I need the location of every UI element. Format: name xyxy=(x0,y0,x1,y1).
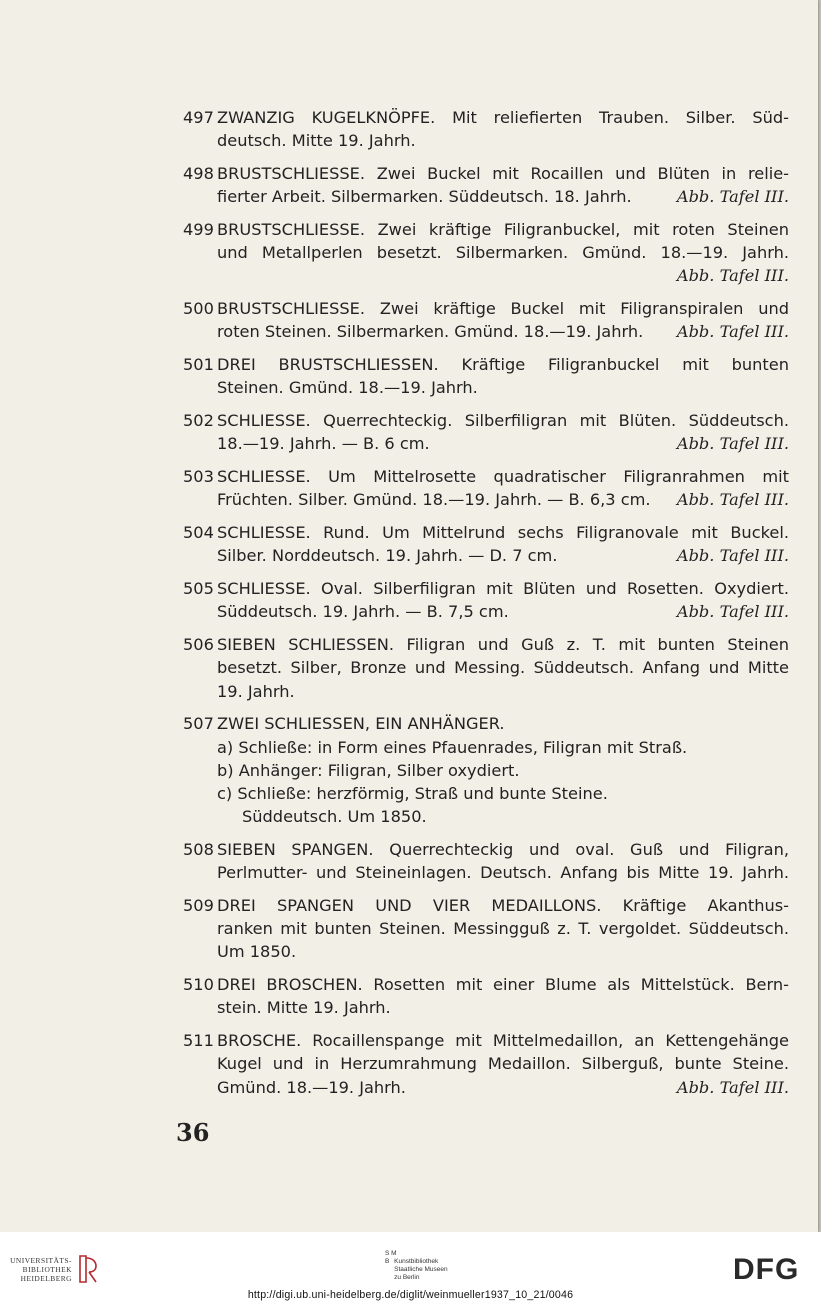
entry-text xyxy=(217,1029,789,1099)
catalog-entry xyxy=(183,712,789,828)
entry-line: ZWANZIG KUGELKNÖPFE. Mit reliefierten Trauben. Silber. Süd- xyxy=(217,108,789,127)
catalog-entry xyxy=(183,633,789,703)
entry-line: BROSCHE. Rocaillenspange mit Mittelmedaillon, an Kettengehänge xyxy=(217,1031,789,1051)
catalog-entry xyxy=(183,218,789,288)
entry-line xyxy=(217,320,789,343)
entry-line-text: Früchten. Silber. Gmünd. 18.—19. Jahrh. — B. 6,3 cm. xyxy=(217,490,651,510)
entry-line: a) Schließe: in Form eines Pfauenrades, Filigran mit Straß. xyxy=(217,737,688,757)
entry-number: 498 xyxy=(183,164,214,183)
abb-reference: Abb. Tafel III. xyxy=(676,434,789,454)
entry-line: Süddeutsch. Um 1850. xyxy=(242,807,427,827)
entry-line: SCHLIESSE. Oval. Silberfiligran mit Blüten und Rosetten. Oxydiert. xyxy=(217,579,789,599)
entry-number: 504 xyxy=(183,523,214,543)
entry-number: 500 xyxy=(183,299,214,319)
entry-text xyxy=(217,297,789,343)
entry-text xyxy=(217,577,789,623)
catalog-entry xyxy=(183,577,789,623)
entry-number: 506 xyxy=(183,635,214,655)
entry-line: SCHLIESSE. Rund. Um Mittelrund sechs Filigranovale mit Buckel. xyxy=(217,523,789,543)
catalog-entry xyxy=(183,894,789,964)
abb-reference: Abb. Tafel III. xyxy=(676,490,789,510)
catalog-entry xyxy=(183,838,789,884)
permalink-url[interactable]: http://digi.ub.uni-heidelberg.de/diglit/weinmueller1937_10_21/0046 xyxy=(247,1289,574,1301)
entry-number: 511 xyxy=(183,1031,214,1051)
ub-emblem-icon xyxy=(77,1254,99,1284)
catalog-entry xyxy=(183,409,789,455)
entry-number: 510 xyxy=(183,975,214,995)
entry-text xyxy=(217,106,789,152)
entry-line: BRUSTSCHLIESSE. Zwei kräftige Buckel mit Filigranspiralen und xyxy=(217,299,789,319)
abb-reference: Abb. Tafel III. xyxy=(676,602,789,622)
entry-line-text: Süddeutsch. 19. Jahrh. — B. 7,5 cm. xyxy=(217,602,509,622)
entry-line: BRUSTSCHLIESSE. Zwei Buckel mit Rocaillen und Blüten in relie- xyxy=(217,164,789,183)
entry-line: c) Schließe: herzförmig, Straß und bunte Steine. xyxy=(217,784,608,804)
entry-line: DREI SPANGEN UND VIER MEDAILLONS. Kräftige Akanthus- xyxy=(217,896,789,916)
entry-line: SIEBEN SPANGEN. Querrechteckig und oval. Guß und Filigran, xyxy=(217,840,789,860)
entry-number: 499 xyxy=(183,220,214,239)
entry-line: b) Anhänger: Filigran, Silber oxydiert. xyxy=(217,760,520,780)
entry-line: SCHLIESSE. Um Mittelrosette quadratischer Filigranrahmen mit xyxy=(217,467,789,487)
smb-kunstbibliothek-logo[interactable]: S M B Kunstbibliothek Staatliche Museen zu Berlin xyxy=(385,1250,448,1281)
entry-text xyxy=(217,465,789,511)
catalog-entry xyxy=(183,521,789,567)
page-number: 36 xyxy=(176,1118,210,1147)
entry-line xyxy=(217,432,789,455)
entry-line-text: fierter Arbeit. Silbermarken. Süddeutsch. 18. Jahrh. xyxy=(217,187,632,207)
entry-line xyxy=(217,600,789,623)
entry-line: DREI BROSCHEN. Rosetten mit einer Blume als Mittelstück. Bern- xyxy=(217,975,789,995)
entry-line: ZWEI SCHLIESSEN, EIN ANHÄNGER. xyxy=(217,714,505,734)
entry-number: 508 xyxy=(183,840,214,860)
entry-line: SIEBEN SCHLIESSEN. Filigran und Guß z. T. mit bunten Steinen xyxy=(217,635,789,655)
entry-line xyxy=(217,185,789,208)
entry-text xyxy=(217,521,789,567)
entry-line: BRUSTSCHLIESSE. Zwei kräftige Filigranbuckel, mit roten Steinen xyxy=(217,220,789,239)
entry-line: deutsch. Mitte 19. Jahrh. xyxy=(217,131,416,151)
entry-text xyxy=(217,409,789,455)
entry-text xyxy=(217,894,789,964)
entry-line: besetzt. Silber, Bronze und Messing. Süddeutsch. Anfang und Mitte xyxy=(217,658,789,678)
entry-number: 509 xyxy=(183,896,214,916)
entry-text xyxy=(217,633,789,703)
entry-number: 503 xyxy=(183,467,214,487)
entry-number: 497 xyxy=(183,108,214,127)
entry-line: ranken mit bunten Steinen. Messingguß z. T. vergoldet. Süddeutsch. xyxy=(217,919,789,939)
abb-reference: Abb. Tafel III. xyxy=(676,1077,789,1097)
catalog-entry xyxy=(183,353,789,399)
ub-heidelberg-logo[interactable] xyxy=(10,1254,99,1284)
entry-line: Perlmutter- und Steineinlagen. Deutsch. Anfang bis Mitte 19. Jahrh. xyxy=(217,863,789,883)
entry-line: Um 1850. xyxy=(217,942,297,962)
catalog-entry xyxy=(183,297,789,343)
catalog-entry xyxy=(183,106,789,152)
entry-text xyxy=(217,218,789,288)
dfg-logo[interactable] xyxy=(733,1256,811,1282)
entry-line: SCHLIESSE. Querrechteckig. Silberfiligran mit Blüten. Süddeutsch. xyxy=(217,411,789,431)
entry-text xyxy=(217,973,789,1019)
entry-line xyxy=(217,544,789,567)
catalog-entry xyxy=(183,973,789,1019)
entry-text xyxy=(217,838,789,884)
entry-line: Steinen. Gmünd. 18.—19. Jahrh. xyxy=(217,378,478,398)
dfg-logo-text: DFG xyxy=(733,1256,800,1282)
entry-line: stein. Mitte 19. Jahrh. xyxy=(217,998,391,1018)
catalog-entry xyxy=(183,162,789,208)
entry-line-text: 18.—19. Jahrh. — B. 6 cm. xyxy=(217,434,430,454)
ub-logo-text: UNIVERSITÄTS- BIBLIOTHEK HEIDELBERG xyxy=(10,1255,72,1283)
entry-text xyxy=(217,162,789,208)
catalog-entry xyxy=(183,465,789,511)
entry-number: 505 xyxy=(183,579,214,599)
entry-line-text: roten Steinen. Silbermarken. Gmünd. 18.—19. Jahrh. xyxy=(217,322,644,342)
entry-number: 501 xyxy=(183,355,214,375)
footer-bar xyxy=(0,1232,821,1303)
entry-line: und Metallperlen besetzt. Silbermarken. Gmünd. 18.—19. Jahrh. xyxy=(217,243,789,263)
abb-reference: Abb. Tafel III. xyxy=(676,322,789,342)
entry-line: 19. Jahrh. xyxy=(217,681,295,701)
entry-line: DREI BRUSTSCHLIESSEN. Kräftige Filigranbuckel mit bunten xyxy=(217,355,789,375)
entry-line-text: Silber. Norddeutsch. 19. Jahrh. — D. 7 cm. xyxy=(217,546,558,566)
entry-line-text: Gmünd. 18.—19. Jahrh. xyxy=(217,1077,406,1097)
catalog-entry xyxy=(183,1029,789,1099)
catalog-entries xyxy=(183,106,789,1108)
abb-reference: Abb. Tafel III. xyxy=(676,187,789,207)
entry-line xyxy=(217,488,789,511)
entry-line: Kugel und in Herzumrahmung Medaillon. Silberguß, bunte Steine. xyxy=(217,1054,789,1074)
entry-line xyxy=(217,1076,789,1099)
entry-text xyxy=(217,712,789,828)
entry-number: 507 xyxy=(183,714,214,734)
abb-reference: Abb. Tafel III. xyxy=(676,266,789,286)
abb-reference: Abb. Tafel III. xyxy=(676,546,789,566)
entry-text xyxy=(217,353,789,399)
entry-number: 502 xyxy=(183,411,214,431)
